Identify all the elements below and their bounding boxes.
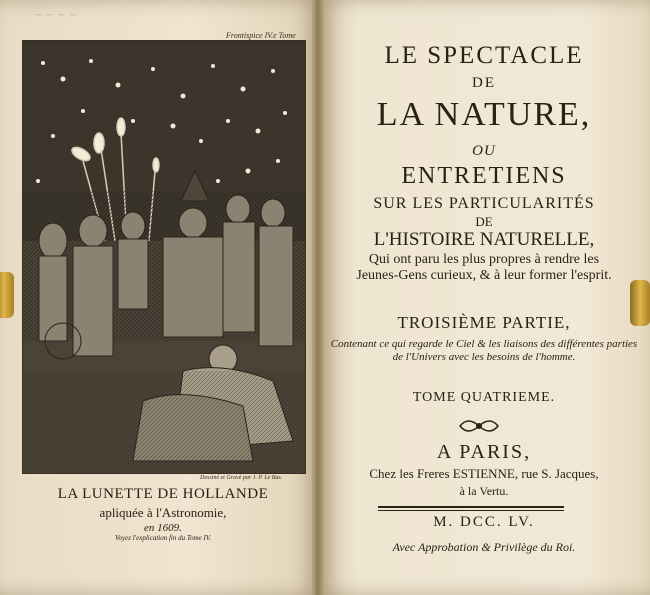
- plate-caption-note: Voyez l'explication fin du Tome IV.: [115, 534, 211, 542]
- engraving-illustration: [23, 41, 305, 473]
- title-line-1: LE SPECTACLE: [384, 42, 584, 69]
- part-heading: TROISIÈME PARTIE,: [397, 313, 571, 332]
- contents-description: Contenant ce qui regarde le Ciel & les liaisons des différentes parties de l'Univers avec les besoins de l'homme.: [330, 338, 638, 363]
- title-ou: OU: [472, 143, 496, 159]
- imprint-city: A PARIS,: [436, 441, 532, 463]
- title-line-4: SUR LES PARTICULARITÉS: [373, 195, 595, 212]
- frontispiece-engraving: [22, 40, 306, 474]
- title-line-3: ENTRETIENS: [401, 163, 567, 189]
- imprint-sign: à la Vertu.: [459, 484, 509, 498]
- title-de-2: DE: [475, 214, 493, 229]
- title-de-1: DE: [472, 75, 496, 91]
- engraver-credit: Dessiné et Gravé par J. P. Le Bas.: [200, 475, 283, 481]
- royal-privilege: Avec Approbation & Privilège du Roi.: [392, 540, 576, 554]
- left-clasp: [0, 272, 14, 318]
- double-rule-top: [378, 506, 564, 508]
- handwritten-mark: ~ ~ ~ ~: [34, 10, 78, 21]
- plate-caption-title: LA LUNETTE DE HOLLANDE: [57, 486, 269, 502]
- double-rule-bottom: [378, 510, 564, 511]
- frontispiece-label: Frontispice IV.e Tome: [226, 31, 296, 40]
- plate-caption-date: en 1609.: [144, 522, 182, 534]
- printer-ornament-icon: [458, 416, 500, 436]
- title-line-2: LA NATURE,: [376, 96, 592, 133]
- imprint-year: M. DCC. LV.: [433, 514, 535, 530]
- imprint-publisher: Chez les Freres ESTIENNE, rue S. Jacques,: [369, 466, 599, 481]
- volume-heading: TOME QUATRIEME.: [412, 390, 556, 405]
- title-line-5: L'HISTOIRE NATURELLE,: [373, 229, 595, 250]
- plate-caption-line2: apliquée à l'Astronomie,: [99, 505, 227, 520]
- subtitle: Qui ont paru les plus propres à rendre les Jeunes-Gens curieux, & à leur former l'esprit.: [356, 252, 612, 283]
